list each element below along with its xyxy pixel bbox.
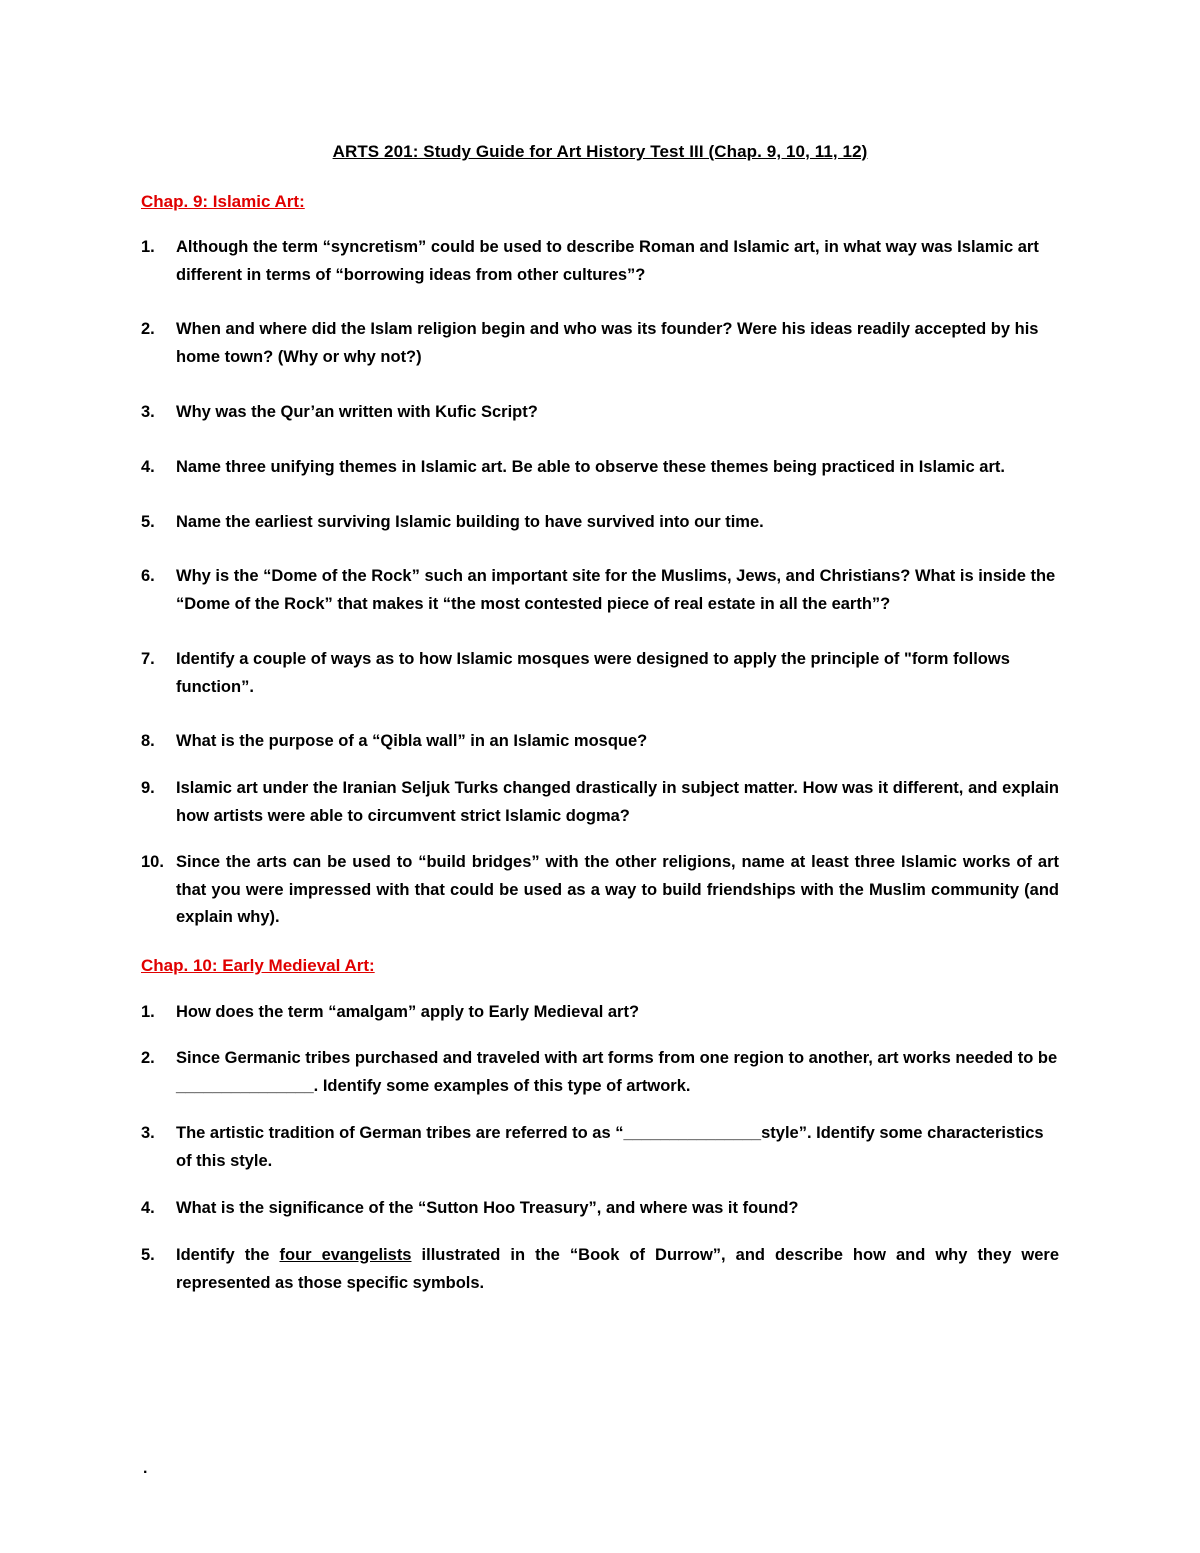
question-text: Although the term “syncretism” could be used to describe Roman and Islamic art, in what way was Islamic art different in terms of “borrowing ideas from other cultures”? — [176, 238, 1039, 284]
chap9-question-5 — [141, 509, 1059, 537]
question-text — [176, 1242, 1059, 1297]
question-text: What is the purpose of a “Qibla wall” in an Islamic mosque? — [176, 732, 648, 750]
question-text-end: illustrated in the “Book of Durrow”, and describe how and why they were represented as those specific symbols. — [176, 1246, 1060, 1292]
question-text: Why was the Qur’an written with Kufic Script? — [176, 403, 538, 421]
question-text: Why is the “Dome of the Rock” such an important site for the Muslims, Jews, and Christians? What is inside the “Dome of the Rock” that makes it “the most contested piece of real estate in all the earth”? — [176, 567, 1056, 613]
question-text: Name three unifying themes in Islamic art. Be able to observe these themes being practiced in Islamic art. — [176, 458, 1005, 476]
chap10-question-2 — [141, 1045, 1059, 1100]
chap10-question-5 — [141, 1242, 1059, 1297]
chapter-9-heading: Chap. 9: Islamic Art: — [141, 192, 305, 211]
question-number: 5. — [141, 1246, 155, 1264]
chap10-question-3 — [141, 1120, 1059, 1175]
chap9-question-8 — [141, 728, 1059, 756]
question-number: 7. — [141, 650, 155, 668]
question-number: 2. — [141, 1049, 155, 1067]
chap10-question-1 — [141, 999, 1059, 1027]
chap9-question-7 — [141, 646, 1059, 701]
question-number: 4. — [141, 1199, 155, 1217]
chap9-question-10 — [141, 849, 1059, 932]
question-text-start: Identify the — [176, 1246, 280, 1264]
chap9-question-9 — [141, 775, 1059, 830]
footer-mark: . — [143, 1460, 148, 1477]
question-number: 4. — [141, 458, 155, 476]
question-text: What is the significance of the “Sutton Hoo Treasury”, and where was it found? — [176, 1199, 799, 1217]
question-number: 9. — [141, 779, 155, 797]
question-number: 10. — [141, 853, 164, 871]
chap10-question-4 — [141, 1195, 1059, 1223]
chap9-question-3 — [141, 399, 1059, 427]
question-text: Name the earliest surviving Islamic building to have survived into our time. — [176, 513, 764, 531]
chap9-question-6 — [141, 563, 1059, 618]
question-number: 3. — [141, 1124, 155, 1142]
question-text: The artistic tradition of German tribes are referred to as “_______________style”. Identify some characteristics of this style. — [176, 1124, 1044, 1170]
question-text: Since the arts can be used to “build bridges” with the other religions, name at least three Islamic works of art that you were impressed with that could be used as a way to build friendships with the Muslim community (and explain why). — [176, 853, 1059, 926]
question-text: How does the term “amalgam” apply to Early Medieval art? — [176, 1003, 640, 1021]
question-number: 2. — [141, 320, 155, 338]
chap9-question-1 — [141, 234, 1059, 289]
question-number: 6. — [141, 567, 155, 585]
question-number: 3. — [141, 403, 155, 421]
chapter-10-heading: Chap. 10: Early Medieval Art: — [141, 956, 375, 975]
four-evangelists-underlined: four evangelists — [279, 1246, 412, 1264]
question-number: 1. — [141, 238, 155, 256]
chap9-question-2 — [141, 316, 1059, 371]
question-text: Identify a couple of ways as to how Islamic mosques were designed to apply the principle of "form follows function”. — [176, 650, 1010, 696]
question-number: 5. — [141, 513, 155, 531]
chap9-question-4 — [141, 454, 1059, 482]
question-text: When and where did the Islam religion begin and who was its founder? Were his ideas readily accepted by his home town? (Why or why not?) — [176, 320, 1039, 366]
question-text: Islamic art under the Iranian Seljuk Turks changed drastically in subject matter. How was it different, and explain how artists were able to circumvent strict Islamic dogma? — [176, 779, 1059, 825]
document-title: ARTS 201: Study Guide for Art History Test III (Chap. 9, 10, 11, 12) — [332, 142, 868, 161]
question-number: 1. — [141, 1003, 155, 1021]
question-number: 8. — [141, 732, 155, 750]
question-text: Since Germanic tribes purchased and traveled with art forms from one region to another, art works needed to be _______________. Identify some examples of this type of artwork. — [176, 1049, 1058, 1095]
